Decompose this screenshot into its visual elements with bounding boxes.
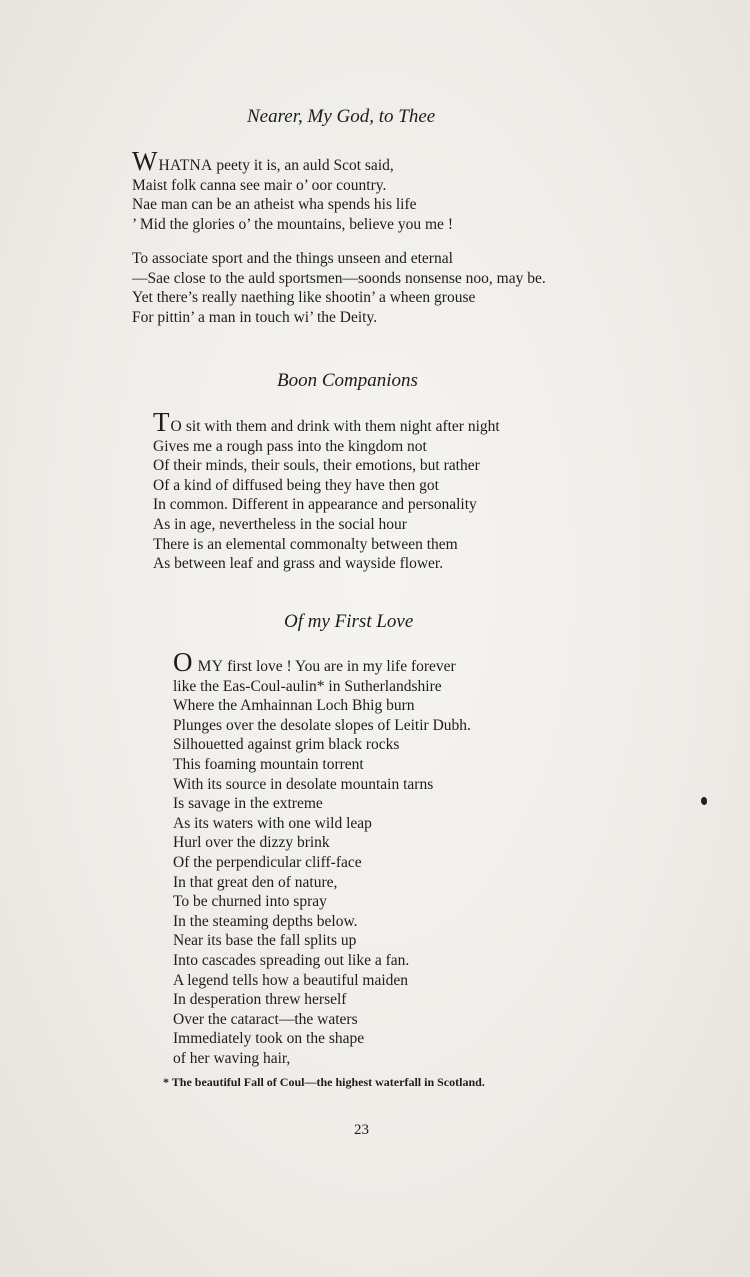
poem-title-of-my-first-love: Of my First Love (284, 611, 414, 632)
poem-line: For pittin’ a man in touch wi’ the Deity. (132, 308, 378, 326)
poem-line (173, 647, 471, 677)
poem-line: Plunges over the desolate slopes of Leitir Dubh. (173, 716, 471, 734)
poem-line: Hurl over the dizzy brink (173, 834, 330, 852)
poem-stanza (173, 647, 471, 1068)
first-line-text: first love ! You are in my life forever (223, 658, 456, 675)
poem-line (132, 146, 453, 176)
drop-cap: T (153, 407, 170, 437)
poem-line: Of a kind of diffused being they have then got (153, 476, 439, 494)
poem-stanza (132, 146, 453, 234)
poem-line: As its waters with one wild leap (173, 814, 372, 832)
ink-spot-mark (701, 797, 707, 805)
poem-line: This foaming mountain torrent (173, 755, 364, 773)
poem-line: Into cascades spreading out like a fan. (173, 951, 410, 969)
poem-line: —Sae close to the auld sportsmen—soonds nonsense noo, may be. (132, 269, 546, 287)
poem-line: To associate sport and the things unseen and eternal (132, 250, 453, 267)
poem-line: Yet there’s really naething like shootin’ a wheen grouse (132, 289, 476, 307)
poem-line: of her waving hair, (173, 1049, 291, 1067)
first-line-text: peety it is, an auld Scot said, (212, 157, 394, 174)
poem-title-nearer-my-god: Nearer, My God, to Thee (247, 106, 436, 127)
first-word: MY (193, 658, 224, 675)
poem-line (153, 407, 500, 437)
poem-stanza (153, 407, 500, 574)
poem-line: In the steaming depths below. (173, 912, 358, 930)
poem-line: Of their minds, their souls, their emotions, but rather (153, 457, 480, 475)
footnote: * The beautiful Fall of Coul—the highest waterfall in Scotland. (163, 1075, 485, 1089)
poem-line: Where the Amhainnan Loch Bhig burn (173, 697, 415, 715)
poem-line: Over the cataract—the waters (173, 1010, 358, 1028)
poem-line: Immediately took on the shape (173, 1030, 365, 1048)
first-word: HATNA (158, 157, 213, 174)
poem-line: In common. Different in appearance and personality (153, 496, 477, 514)
poem-line: Maist folk canna see mair o’ oor country. (132, 176, 387, 194)
poem-line: Nae man can be an atheist wha spends his life (132, 196, 417, 214)
poem-line: Of the perpendicular cliff-face (173, 853, 362, 871)
poem-line: A legend tells how a beautiful maiden (173, 971, 409, 989)
poem-line: Is savage in the extreme (173, 795, 323, 813)
poem-line: Silhouetted against grim black rocks (173, 736, 400, 754)
poem-line: As in age, nevertheless in the social hour (153, 515, 407, 533)
page-number: 23 (354, 1122, 369, 1138)
poem-line: Gives me a rough pass into the kingdom not (153, 437, 427, 455)
poem-title-boon-companions: Boon Companions (277, 370, 418, 391)
poem-line: In that great den of nature, (173, 873, 338, 891)
first-line-text: sit with them and drink with them night after night (182, 418, 500, 435)
poem-line: like the Eas-Coul-aulin* in Sutherlandshire (173, 677, 442, 695)
poem-line: To be churned into spray (173, 893, 327, 911)
poem-line: There is an elemental commonalty between them (153, 535, 458, 553)
poem-line: Near its base the fall splits up (173, 932, 357, 950)
poem-line: With its source in desolate mountain tarns (173, 775, 434, 793)
poem-line: ’ Mid the glories o’ the mountains, believe you me ! (132, 215, 453, 233)
poem-line: In desperation threw herself (173, 991, 347, 1009)
drop-cap: O (173, 647, 193, 677)
poem-line: As between leaf and grass and wayside flower. (153, 555, 444, 573)
first-word: O (170, 418, 182, 435)
poem-stanza (132, 249, 546, 327)
drop-cap: W (132, 146, 158, 176)
